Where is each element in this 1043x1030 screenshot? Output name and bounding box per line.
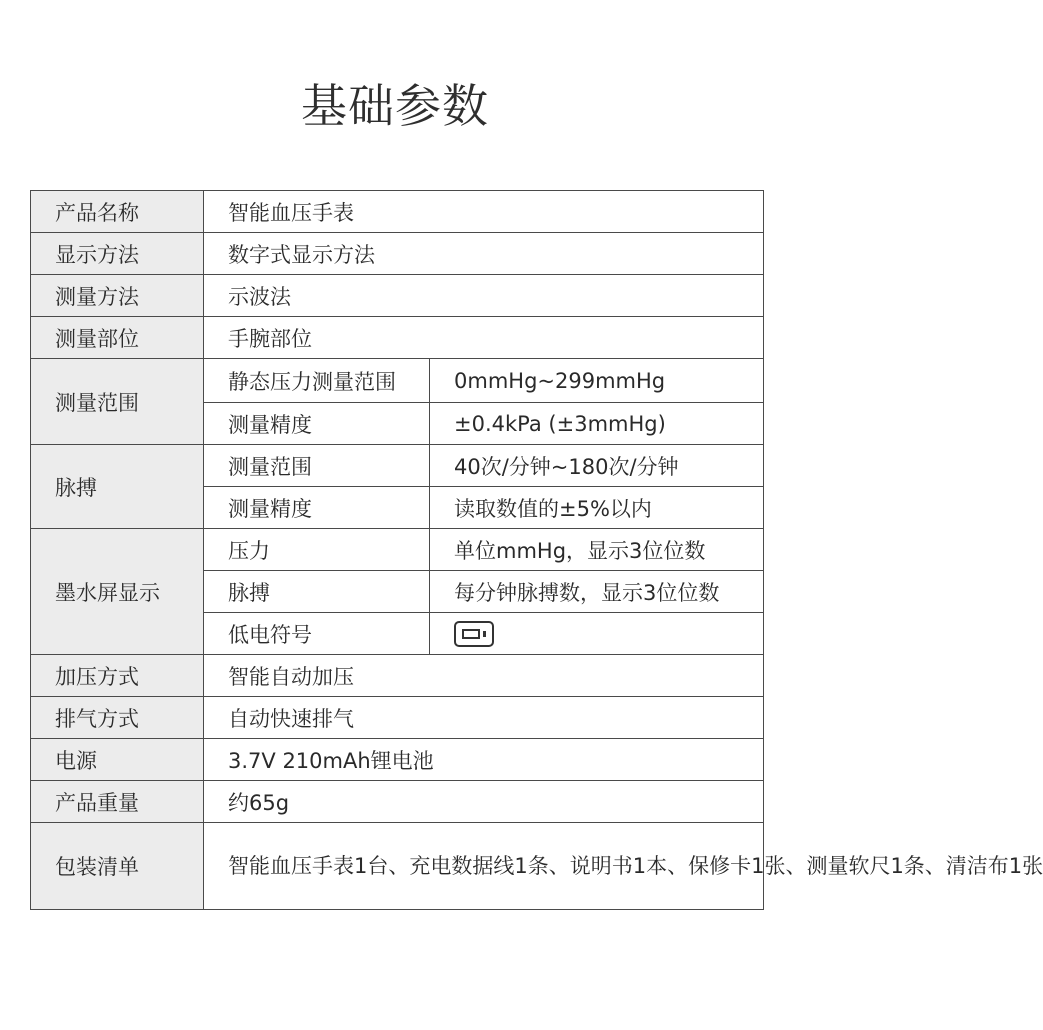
row-label: 电源	[31, 739, 204, 781]
spec-table	[30, 190, 1043, 910]
row-label: 测量范围	[31, 359, 204, 445]
row-value: 智能血压手表	[204, 191, 764, 233]
sub-row-name: 脉搏	[204, 571, 430, 613]
row-label: 显示方法	[31, 233, 204, 275]
table-row	[31, 781, 764, 823]
row-label: 产品重量	[31, 781, 204, 823]
sub-row-name: 静态压力测量范围	[204, 359, 430, 403]
table-row	[31, 655, 764, 697]
table-row	[31, 529, 764, 571]
sub-row-name: 低电符号	[204, 613, 430, 655]
row-label: 墨水屏显示	[31, 529, 204, 655]
sub-row-value: 每分钟脉搏数，显示3位位数	[430, 571, 764, 613]
row-value: 示波法	[204, 275, 764, 317]
table-row	[31, 739, 764, 781]
row-value: 智能血压手表1台、充电数据线1条、说明书1本、保修卡1张、测量软尺1条、清洁布1张	[204, 823, 764, 910]
sub-row-value: ±0.4kPa (±3mmHg)	[430, 403, 764, 445]
table-row	[31, 359, 764, 403]
low-battery-icon	[454, 621, 494, 647]
sub-row-value: 单位mmHg，显示3位位数	[430, 529, 764, 571]
row-label: 产品名称	[31, 191, 204, 233]
sub-row-name: 测量精度	[204, 403, 430, 445]
table-row	[31, 317, 764, 359]
sub-row-name: 测量范围	[204, 445, 430, 487]
row-value: 约65g	[204, 781, 764, 823]
row-label: 脉搏	[31, 445, 204, 529]
sub-row-value: 读取数值的±5%以内	[430, 487, 764, 529]
row-label: 测量部位	[31, 317, 204, 359]
sub-row-value: 40次/分钟~180次/分钟	[430, 445, 764, 487]
sub-row-value: 0mmHg~299mmHg	[430, 359, 764, 403]
sub-row-name: 压力	[204, 529, 430, 571]
table-row	[31, 823, 764, 910]
row-value: 数字式显示方法	[204, 233, 764, 275]
page-title: 基础参数	[301, 79, 489, 133]
row-label: 包装清单	[31, 823, 204, 910]
table-row	[31, 191, 764, 233]
row-value: 手腕部位	[204, 317, 764, 359]
table-row	[31, 233, 764, 275]
sub-row-value	[430, 613, 764, 655]
row-label: 加压方式	[31, 655, 204, 697]
row-label: 排气方式	[31, 697, 204, 739]
table-row	[31, 445, 764, 487]
table-row	[31, 275, 764, 317]
table-row	[31, 697, 764, 739]
row-value: 3.7V 210mAh锂电池	[204, 739, 764, 781]
row-value: 自动快速排气	[204, 697, 764, 739]
row-value: 智能自动加压	[204, 655, 764, 697]
row-label: 测量方法	[31, 275, 204, 317]
sub-row-name: 测量精度	[204, 487, 430, 529]
